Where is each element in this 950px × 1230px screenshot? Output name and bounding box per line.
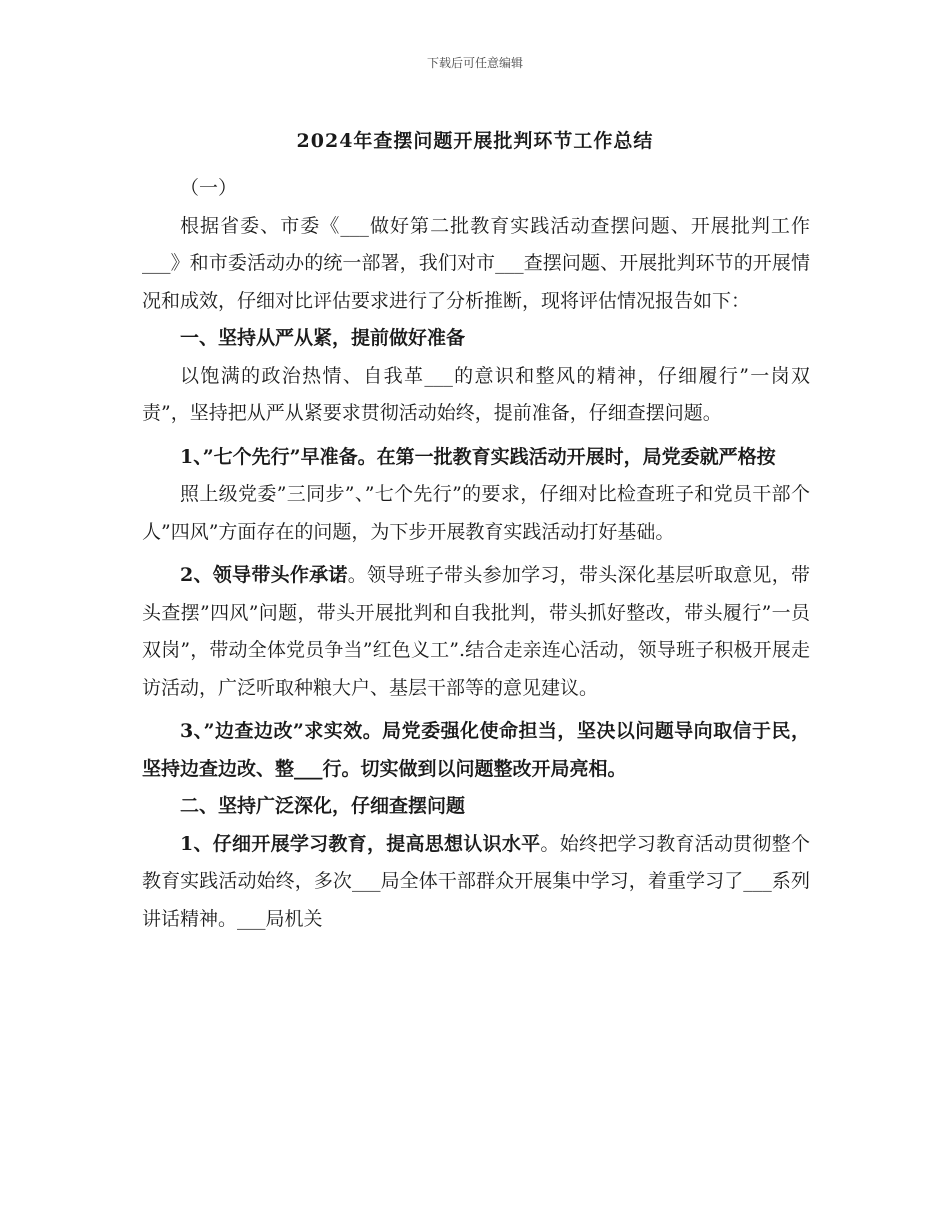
item-4-paragraph <box>142 826 810 939</box>
paragraph-1: 以饱满的政治热情、自我革___的意识和整风的精神，仔细履行”一岗双责”，坚持把从严从紧要求贯彻活动始终，提前准备，仔细查摆问题。 <box>142 364 810 424</box>
document-body <box>142 170 810 938</box>
item-4-heading: 1、仔细开展学习教育，提高思想认识水平 <box>180 832 541 855</box>
item-2-heading: 2、领导带头作承诺 <box>180 564 348 586</box>
document-title: 2024年查摆问题开展批判环节工作总结 <box>296 130 654 152</box>
item-4-text: 。始终把学习教育活动贯彻整个教育实践活动始终，多次___局全体干部群众开展集中学习，着重学习了___系列讲话精神。___局机关 <box>142 832 810 930</box>
item-2-paragraph <box>142 557 810 707</box>
header-note: 下载后可任意编辑 <box>426 56 523 70</box>
intro-paragraph: 根据省委、市委《___做好第二批教育实践活动查摆问题、开展批判工作___》和市委活动办的统一部署，我们对市___查摆问题、开展批判环节的开展情况和成效，仔细对比评估要求进行了分析推断，现将评估情况报告如下： <box>142 214 810 312</box>
section-marker: （一） <box>180 177 238 199</box>
section-heading-1: 一、坚持从严从紧，提前做好准备 <box>180 327 466 349</box>
item-1-heading: 1、”七个先行”早准备。在第一批教育实践活动开展时，局党委就严格按 <box>180 445 776 468</box>
item-2-text: 。领导班子带头参加学习，带头深化基层听取意见，带头查摆”四风”问题，带头开展批判和自我批判，带头抓好整改，带头履行”一员双岗”，带动全体党员争当”红色义工”.结合走亲连心活动，领导班子积极开展走访活动，广泛听取种粮大户、基层干部等的意见建议。 <box>142 564 810 699</box>
item-1-text: 照上级党委”三同步”、”七个先行”的要求，仔细对比检查班子和党员干部个人”四风”方面存在的问题，为下步开展教育实践活动打好基础。 <box>142 483 810 543</box>
item-3-paragraph: 3、”边查边改”求实效。局党委强化使命担当，坚决以问题导向取信于民，坚持边查边改、整___行。切实做到以问题整改开局亮相。 <box>142 720 810 780</box>
section-heading-2: 二、坚持广泛深化，仔细查摆问题 <box>180 795 466 817</box>
